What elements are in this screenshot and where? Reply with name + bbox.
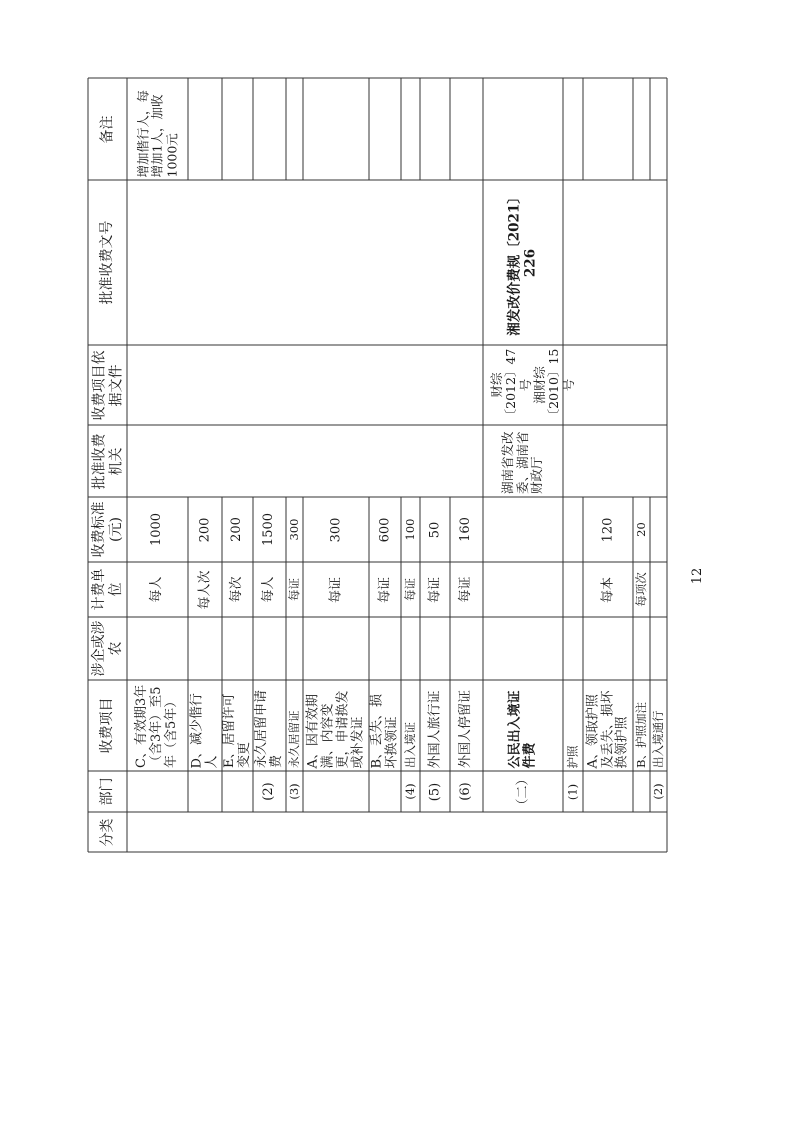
row-department (585, 774, 631, 809)
row-item: 外国人旅行证 (426, 689, 442, 768)
row-department (190, 774, 220, 809)
row-standard: 300 (286, 518, 301, 541)
row-item: B、护照加注 (633, 702, 648, 768)
merged-basis: 财综〔2012〕47号 湘财综〔2010〕15号 (488, 348, 576, 422)
row-standard (485, 500, 561, 559)
header-scope: 涉企或涉农 (91, 620, 124, 677)
row-unit: 每证 (286, 578, 301, 601)
merged-authority: 湖南省发改委、湖南省财政厅 (500, 431, 545, 494)
row-standard: 120 (599, 517, 615, 542)
row-department: (6) (458, 782, 474, 801)
row-department: (2) (261, 782, 277, 801)
row-standard (565, 500, 581, 559)
header-category: 分类 (99, 818, 116, 846)
row-department (224, 774, 251, 809)
row-item: E、居留许可变更 (221, 693, 252, 768)
row-department (635, 774, 648, 809)
row-remark: 增加偕行人，每增加1人，加收1000元 (134, 89, 179, 177)
row-standard: 1000 (149, 512, 165, 547)
row-standard: 50 (426, 521, 442, 538)
row-item: 永久居留申请费 (253, 689, 284, 768)
row-unit: 每人次 (196, 570, 212, 610)
row-standard: 20 (633, 522, 648, 537)
row-unit: 每次 (229, 576, 245, 603)
row-item: 护照 (565, 745, 580, 768)
row-unit: 每人 (261, 576, 277, 603)
row-unit (565, 565, 581, 614)
row-standard: 200 (229, 517, 245, 542)
header-unit: 计费单位 (91, 568, 124, 611)
row-unit: 每证 (426, 576, 442, 603)
row-unit: 每本 (599, 576, 615, 603)
row-item: A、领取护照及丢失、损坏换领护照 (584, 689, 630, 768)
row-item: 外国人停留证 (458, 689, 474, 768)
row-unit: 每人 (149, 576, 165, 603)
row-standard: 100 (402, 518, 417, 541)
row-item: 出入境证 (402, 722, 417, 768)
header-basis: 收费项目依据文件 (91, 350, 124, 420)
row-standard: 1500 (261, 512, 277, 547)
row-standard: 300 (327, 517, 343, 542)
row-department (371, 774, 399, 809)
row-department (305, 774, 367, 809)
header-authority: 批准收费机关 (91, 433, 124, 489)
page-number: 12 (690, 567, 705, 585)
row-standard (652, 500, 665, 559)
row-unit (485, 565, 561, 614)
row-unit: 每证 (402, 578, 417, 601)
header-department: 部门 (99, 777, 116, 806)
row-item: 永久居留证 (286, 710, 301, 768)
row-item: C、有效期3年（含3年）至5年（含5年） (134, 684, 179, 768)
row-unit (652, 565, 665, 614)
row-unit: 每证 (327, 576, 343, 603)
row-department (129, 774, 186, 809)
row-item: A、因有效期满、内容变更，申请换发或补发证 (305, 689, 365, 768)
row-standard: 600 (376, 517, 392, 542)
row-department: (5) (426, 782, 442, 801)
header-approval-doc: 批准收费文号 (99, 220, 116, 305)
row-department: (4) (402, 783, 417, 800)
row-item: 出入境通行 (650, 710, 665, 768)
row-department: （二） (514, 771, 530, 811)
row-unit: 每证 (458, 576, 474, 603)
row-item: B、丢失、损坏换领证 (369, 693, 399, 768)
header-remark: 备注 (99, 115, 116, 143)
row-department: (3) (286, 783, 301, 800)
header-standard: 收费标准(元) (91, 501, 124, 558)
row-item: D、减少偕行人 (189, 692, 219, 768)
row-unit: 每证 (376, 576, 392, 603)
merged-approval-doc: 湘发改价费规〔2021〕226 (506, 189, 538, 336)
row-department: (1) (565, 783, 580, 800)
row-standard: 160 (458, 517, 474, 542)
header-item: 收费项目 (99, 697, 116, 754)
row-unit: 每项次 (633, 572, 648, 607)
row-department: (2) (650, 783, 665, 800)
row-item: 公民出入境证件费 (507, 689, 537, 768)
row-standard: 200 (196, 517, 212, 542)
